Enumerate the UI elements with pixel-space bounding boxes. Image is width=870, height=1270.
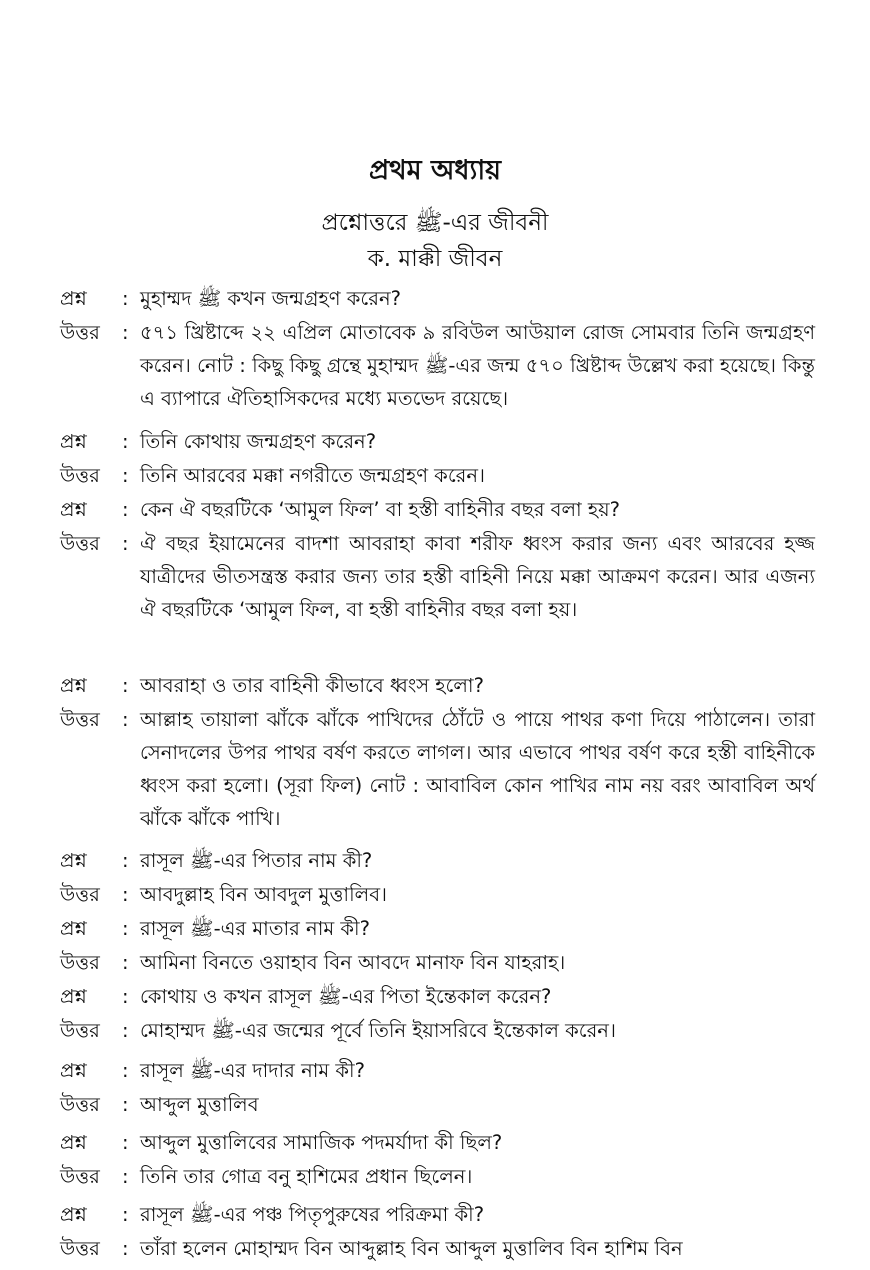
question-item [60,669,815,702]
answer-item [60,316,815,415]
answer-text: তাঁরা হলেন মোহাম্মদ বিন আব্দুল্লাহ বিন আব্দুল মুত্তালিব বিন হাশিম বিন [140,1237,683,1260]
answer-label: উত্তর [60,1019,100,1042]
label-separator: : [122,674,129,697]
question-text: কোথায় ও কখন রাসূল ﷺ-এর পিতা ইন্তেকাল করেন? [140,985,552,1008]
answer-label: উত্তর [60,321,100,344]
label-separator: : [122,1237,129,1260]
label-separator: : [122,985,129,1008]
question-label: প্রশ্ন [60,430,87,453]
answer-label: উত্তর [60,951,100,974]
answer-label: উত্তর [60,708,100,731]
question-text: কেন ঐ বছরটিকে ‘আমুল ফিল’ বা হস্তী বাহিনীর বছর বলা হয়? [140,498,620,521]
answer-text: আবদুল্লাহ বিন আবদুল মুত্তালিব। [140,883,388,906]
answer-label: উত্তর [60,1165,100,1188]
answer-item [60,459,815,492]
answer-item [60,1088,815,1121]
label-separator: : [122,1093,129,1116]
question-text: রাসূল ﷺ-এর দাদার নাম কী? [140,1059,365,1082]
label-separator: : [122,532,129,555]
question-text: রাসূল ﷺ-এর মাতার নাম কী? [140,917,370,940]
label-separator: : [122,917,129,940]
subtitle: প্রশ্নোত্তরে ﷺ-এর জীবনী [321,210,549,236]
answer-item [60,703,815,835]
label-separator: : [122,708,129,731]
question-item [60,282,815,315]
label-separator: : [122,951,129,974]
label-separator: : [122,1131,129,1154]
question-label: প্রশ্ন [60,1059,87,1082]
question-text: রাসূল ﷺ-এর পিতার নাম কী? [140,849,373,872]
question-item [60,844,815,877]
answer-text: আমিনা বিনতে ওয়াহাব বিন আবদে মানাফ বিন যাহরাহ। [140,951,566,974]
answer-item [60,1160,815,1193]
question-item [60,425,815,458]
answer-label: উত্তর [60,883,100,906]
answer-item [60,527,815,626]
question-text: আবরাহা ও তার বাহিনী কীভাবে ধ্বংস হলো? [140,674,484,697]
answer-item [60,1014,815,1047]
answer-text: আব্দুল মুত্তালিব [140,1093,259,1116]
question-label: প্রশ্ন [60,674,87,697]
answer-label: উত্তর [60,532,100,555]
label-separator: : [122,464,129,487]
question-label: প্রশ্ন [60,917,87,940]
answer-item [60,946,815,979]
answer-item [60,878,815,911]
question-text: রাসূল ﷺ-এর পঞ্চ পিতৃপুরুষের পরিক্রমা কী? [140,1203,485,1226]
question-label: প্রশ্ন [60,985,87,1008]
question-text: তিনি কোথায় জন্মগ্রহণ করেন? [140,430,377,453]
question-label: প্রশ্ন [60,498,87,521]
question-label: প্রশ্ন [60,287,87,310]
label-separator: : [122,849,129,872]
question-label: প্রশ্ন [60,849,87,872]
question-item [60,493,815,526]
question-item [60,1054,815,1087]
label-separator: : [122,287,129,310]
label-separator: : [122,1165,129,1188]
answer-label: উত্তর [60,1237,100,1260]
answer-text: ঐ বছর ইয়ামেনের বাদশা আবরাহা কাবা শরীফ ধ্বংস করার জন্য এবং আরবের হজ্জ যাত্রীদের ভীতসন্ত্রস্ত করার জন্য তার হস্তী বাহিনী নিয়ে মক্কা আক্রমণ করেন। আর এজন্য ঐ বছরটিকে ‘আমুল ফিল, বা হস্তী বাহিনীর বছর বলা হয়। [140,532,815,621]
answer-text: তিনি তার গোত্র বনু হাশিমের প্রধান ছিলেন। [140,1165,473,1188]
chapter-title: প্রথম অধ্যায় [368,155,502,186]
answer-text: মোহাম্মদ ﷺ-এর জন্মের পূর্বে তিনি ইয়াসরিবে ইন্তেকাল করেন। [140,1019,616,1042]
section-title: ক. মাক্কী জীবন [367,246,503,272]
question-item [60,1126,815,1159]
answer-item [60,1232,815,1265]
label-separator: : [122,1019,129,1042]
label-separator: : [122,430,129,453]
question-label: প্রশ্ন [60,1203,87,1226]
question-text: মুহাম্মদ ﷺ কখন জন্মগ্রহণ করেন? [140,287,401,310]
question-item [60,980,815,1013]
question-item [60,912,815,945]
label-separator: : [122,498,129,521]
answer-text: তিনি আরবের মক্কা নগরীতে জন্মগ্রহণ করেন। [140,464,485,487]
answer-text: ৫৭১ খ্রিষ্টাব্দে ২২ এপ্রিল মোতাবেক ৯ রবিউল আউয়াল রোজ সোমবার তিনি জন্মগ্রহণ করেন। নোট : কিছু কিছু গ্রন্থে মুহাম্মদ ﷺ-এর জন্ম ৫৭০ খ্রিষ্টাব্দ উল্লেখ করা হয়েছে। কিন্তু এ ব্যাপারে ঐতিহাসিকদের মধ্যে মতভেদ রয়েছে। [140,321,815,410]
label-separator: : [122,321,129,344]
answer-text: আল্লাহ তায়ালা ঝাঁকে ঝাঁকে পাখিদের ঠোঁটে ও পায়ে পাথর কণা দিয়ে পাঠালেন। তারা সেনাদলের উপর পাথর বর্ষণ করতে লাগল। আর এভাবে পাথর বর্ষণ করে হস্তী বাহিনীকে ধ্বংস করা হলো। (সূরা ফিল) নোট : আবাবিল কোন পাখির নাম নয় বরং আবাবিল অর্থ ঝাঁকে ঝাঁকে পাখি। [140,708,815,830]
label-separator: : [122,883,129,906]
question-item [60,1198,815,1231]
answer-label: উত্তর [60,1093,100,1116]
question-label: প্রশ্ন [60,1131,87,1154]
label-separator: : [122,1059,129,1082]
label-separator: : [122,1203,129,1226]
question-text: আব্দুল মুত্তালিবের সামাজিক পদমর্যাদা কী ছিল? [140,1131,503,1154]
answer-label: উত্তর [60,464,100,487]
